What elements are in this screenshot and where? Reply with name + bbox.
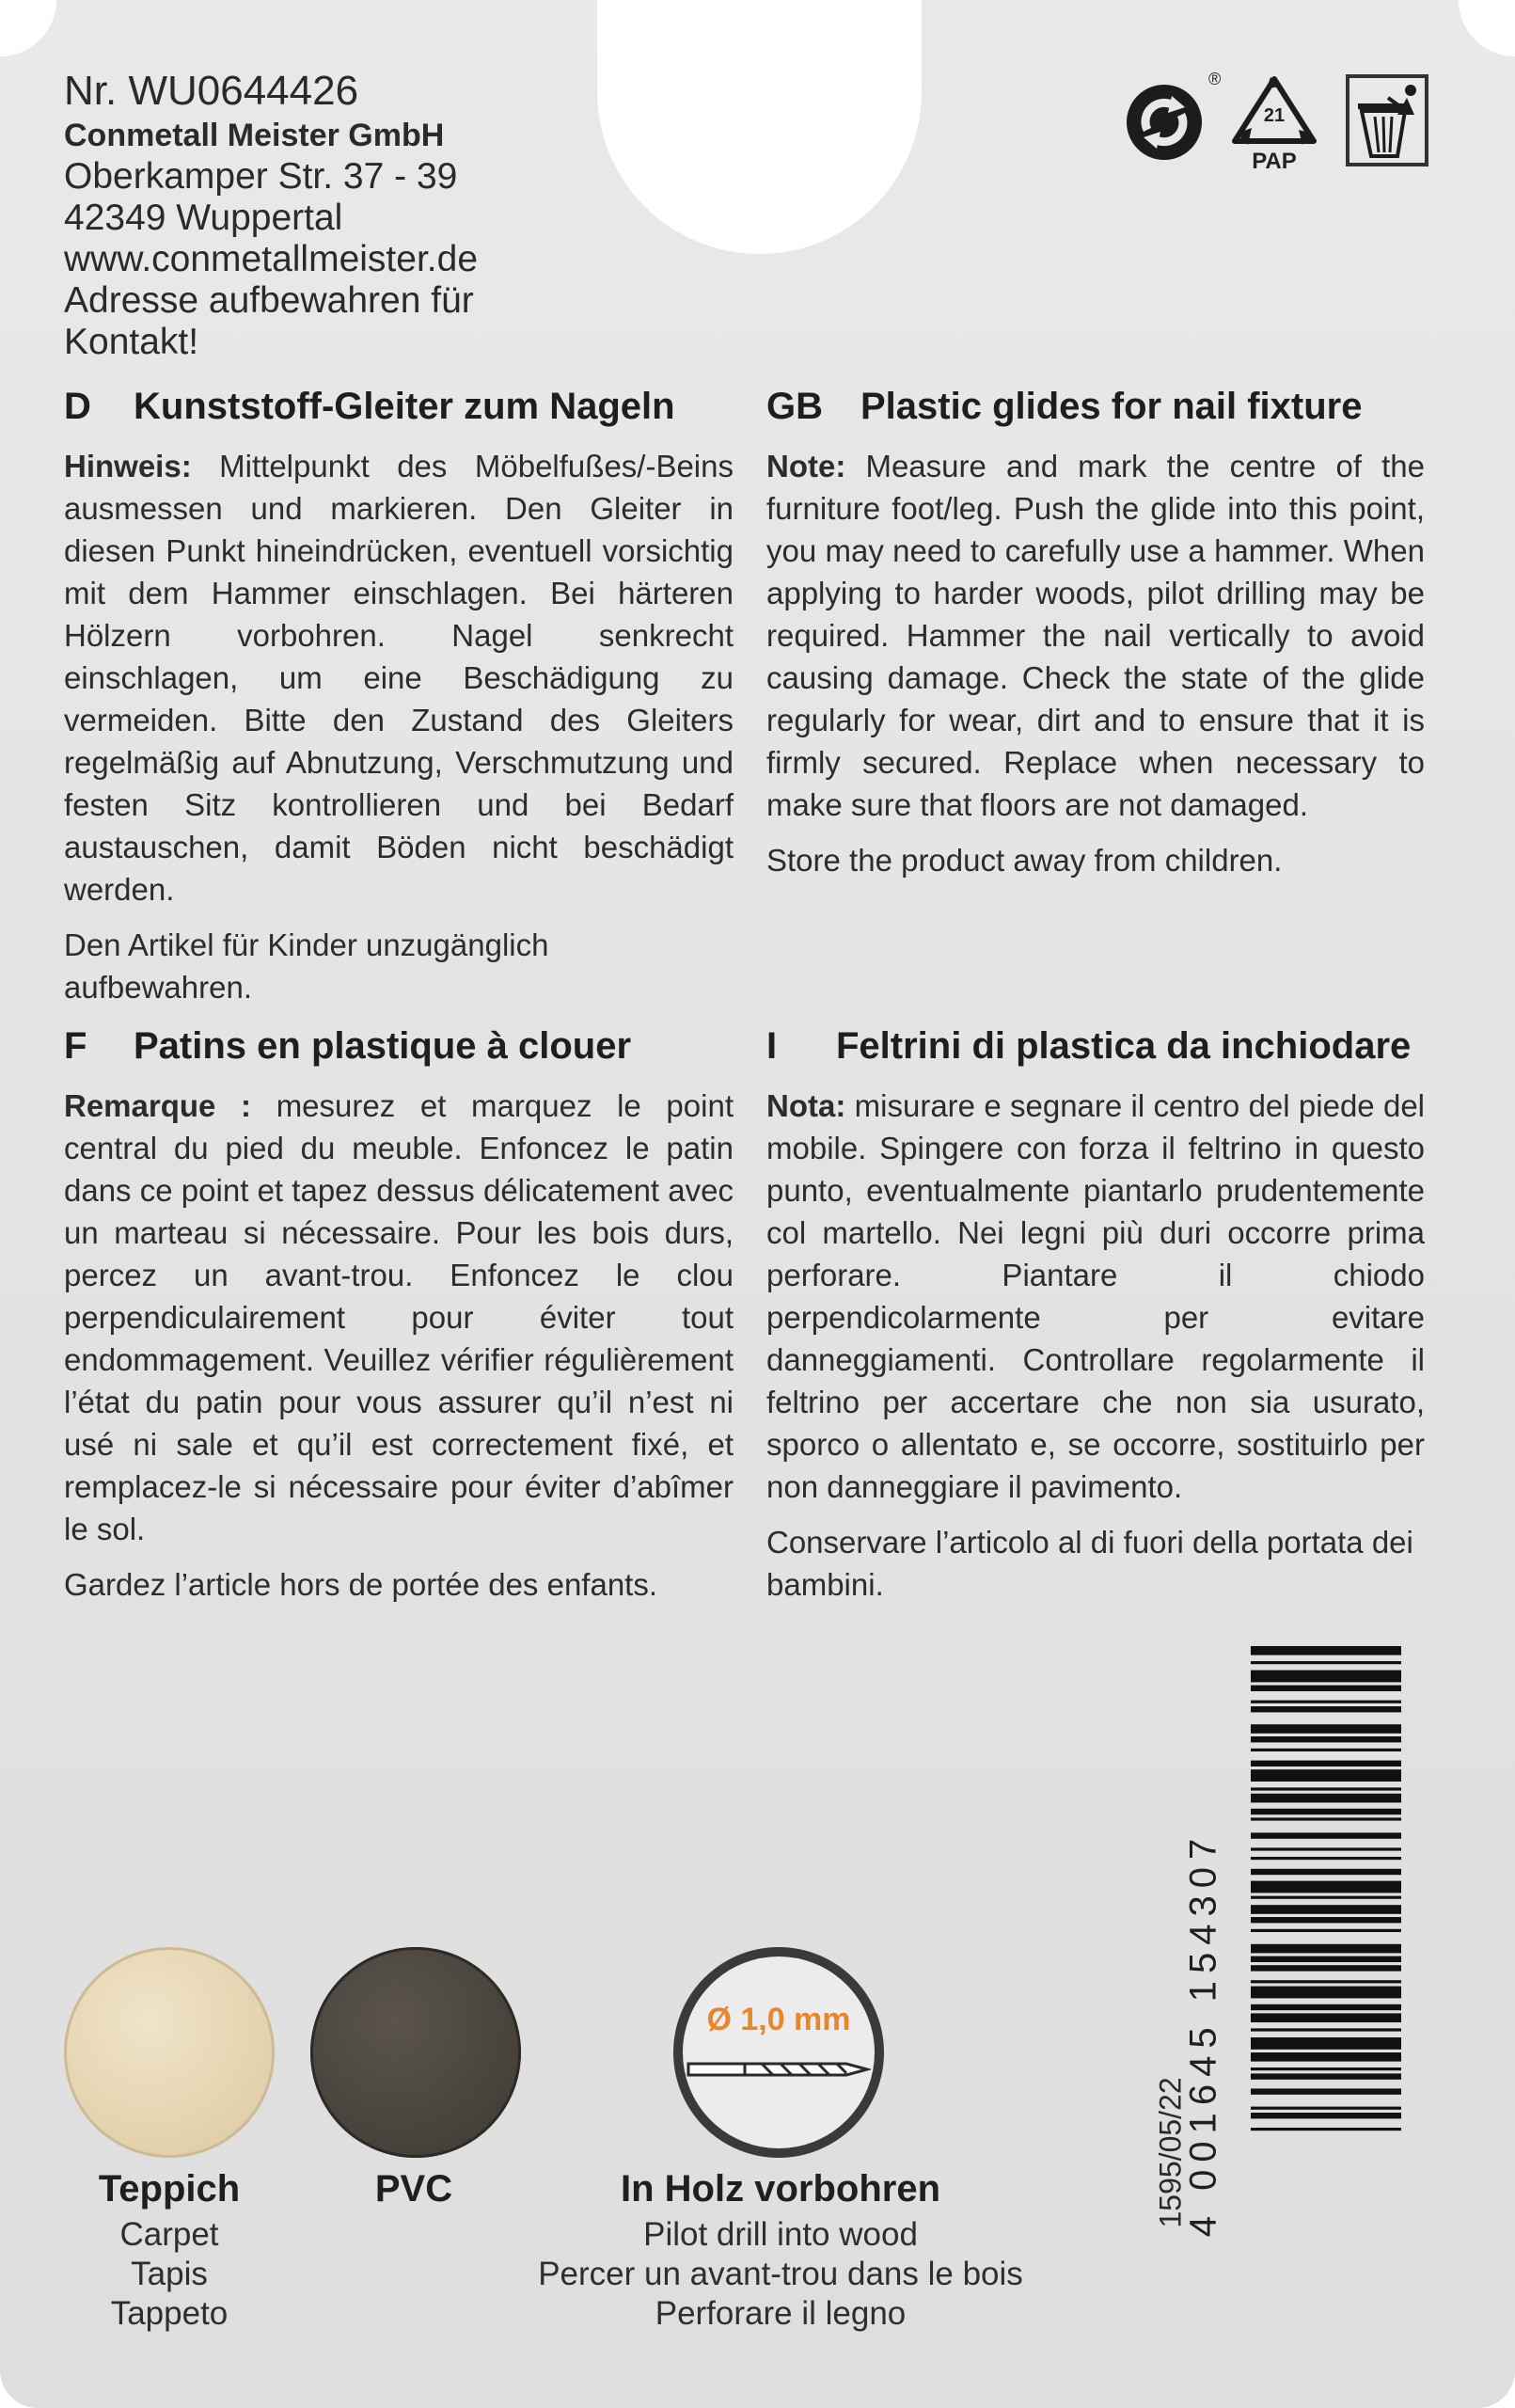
barcode-bar (1251, 1794, 1401, 1803)
barcode-bar (1251, 1869, 1401, 1875)
carpet-swatch (64, 1947, 275, 2158)
barcode-bar (1251, 2004, 1401, 2010)
section-de-body (64, 445, 734, 911)
section-fr-heading (64, 1025, 734, 1068)
barcode-bar (1251, 1944, 1401, 1954)
date-code: 1595/05/22 (1153, 2077, 1188, 2228)
carpet-en: Carpet (119, 2216, 219, 2253)
barcode-bar (1251, 1661, 1401, 1664)
city: 42349 Wuppertal (64, 198, 343, 238)
barcode-bar (1251, 1956, 1401, 1962)
barcode-bar (1251, 2037, 1401, 2050)
keep-address-note-2: Kontakt! (64, 322, 199, 362)
recycle-triangle-icon (1227, 73, 1321, 177)
barcode-bar (1251, 1987, 1401, 1999)
section-it-heading (766, 1025, 1425, 1068)
barcode-bar (1251, 1809, 1401, 1814)
barcode-bar (1251, 1646, 1401, 1656)
barcode-bar (1251, 1847, 1401, 1850)
section-it-text: misurare e segnare il centro del piede del mobile. Spingere con forza il feltrino in questo punto, eventualmente piantarlo prudentemente col martello. Nei legni più duri occorre prima perforare. Piantare il chiodo perpendicolarmente per evitare danneggiamenti. Controllare regolarmente il feltrino per accertare che non sia usurato, sporco o allentato e, se occorre, sostituirlo per non danneggiare il pavimento. (766, 1088, 1426, 1504)
barcode-bar (1251, 2013, 1401, 2022)
address-block (64, 68, 478, 363)
section-fr-label: Remarque : (64, 1088, 252, 1123)
card-corner-left (0, 0, 56, 56)
section-gb-label: Note: (766, 449, 846, 483)
barcode-bar (1251, 1787, 1401, 1790)
barcode-bar (1251, 1896, 1401, 1899)
section-de-label: Hinweis: (64, 449, 192, 483)
barcode-bar (1251, 1769, 1401, 1782)
section-fr-note: Gardez l’article hors de portée des enfants. (64, 1567, 658, 1602)
section-fr (64, 1025, 734, 1606)
barcode-bar (1251, 1980, 1401, 1983)
street: Oberkamper Str. 37 - 39 (64, 156, 458, 197)
barcode-bar (1251, 1857, 1401, 1860)
trash-bin-icon (1345, 73, 1429, 167)
section-de-heading (64, 386, 734, 428)
section-gb-title: Plastic glides for nail fixture (860, 386, 1363, 427)
barcode (1194, 1637, 1411, 2389)
barcode-bar (1251, 1817, 1401, 1820)
barcode-bar (1251, 1881, 1401, 1893)
recycling-icons (1119, 70, 1439, 177)
pvc-swatch (310, 1947, 521, 2158)
barcode-bar (1251, 1832, 1401, 1838)
article-number: Nr. WU0644426 (64, 68, 359, 114)
barcode-bar (1251, 2088, 1401, 2094)
drill-title: In Holz vorbohren (621, 2168, 940, 2210)
section-it-code: I (766, 1025, 778, 1067)
keep-address-note-1: Adresse aufbewahren für (64, 280, 474, 321)
barcode-bar (1251, 2067, 1401, 2070)
barcode-bar (1251, 2113, 1401, 2118)
barcode-bar (1251, 2028, 1401, 2031)
drill-en: Pilot drill into wood (643, 2216, 918, 2253)
section-gb-text: Measure and mark the centre of the furniture foot/leg. Push the glide into this point, you may need to carefully use a hammer. When applying to harder woods, pilot drilling may be required. Hammer the nail vertically to avoid causing damage. Check the state of the glide regularly for wear, dirt and to ensure that it is firmly secured. Replace when necessary to make sure that floors are not damaged. (766, 449, 1426, 822)
hang-hole (597, 0, 922, 254)
barcode-bar (1251, 1701, 1401, 1703)
section-gb (766, 386, 1425, 881)
card-corner-right (1459, 0, 1515, 56)
section-de-code: D (64, 386, 91, 427)
barcode-bar (1251, 1749, 1401, 1751)
section-gb-code: GB (766, 386, 823, 427)
company-name: Conmetall Meister GmbH (64, 118, 445, 153)
barcode-bar (1251, 1761, 1401, 1766)
barcode-bar (1251, 2107, 1401, 2110)
carpet-title: Teppich (98, 2168, 241, 2210)
barcode-digits: 4 001645 154307 (1182, 1830, 1224, 2238)
carpet-fr: Tapis (131, 2256, 208, 2292)
drill-size: Ø 1,0 mm (706, 2002, 851, 2037)
barcode-bar (1251, 1965, 1401, 1971)
section-gb-heading (766, 386, 1425, 428)
pvc-title: PVC (374, 2168, 453, 2210)
section-it-body (766, 1085, 1425, 1508)
section-it-label: Nota: (766, 1088, 846, 1123)
registered-mark: ® (1208, 70, 1222, 88)
section-de-title: Kunststoff-Gleiter zum Nageln (134, 386, 675, 427)
barcode-bar (1251, 1671, 1401, 1683)
drill-fr: Percer un avant-trou dans le bois (538, 2256, 1023, 2292)
drill-badge (673, 1947, 884, 2158)
green-dot-recycle-icon (1119, 73, 1213, 167)
recycle-code: PAP (1252, 149, 1297, 174)
section-gb-body (766, 445, 1425, 826)
section-de-note: Den Artikel für Kinder unzugänglich aufbewahren. (64, 927, 549, 1005)
section-de-text: Mittelpunkt des Möbelfußes/-Beins ausmessen und markieren. Den Gleiter in diesen Punkt hineindrücken, eventuell vorsichtig mit dem Hammer einschlagen. Bei härteren Hölzern vorbohren. Nagel senkrecht einschlagen, um eine Beschädigung zu vermeiden. Bitte den Zustand des Gleiters regelmäßig auf Abnutzung, Verschmutzung und festen Sitz kontrollieren und bei Bedarf austauschen, damit Böden nicht beschädigt werden. (64, 449, 734, 907)
section-fr-code: F (64, 1025, 87, 1067)
drill-it: Perforare il legno (655, 2295, 907, 2332)
barcode-bar (1251, 1917, 1401, 1923)
barcode-area (1153, 1637, 1411, 2389)
barcode-bar (1251, 1905, 1401, 1914)
barcode-bar (1251, 1929, 1401, 1932)
recycle-number: 21 (1263, 105, 1286, 126)
barcode-bar (1251, 1724, 1401, 1734)
section-fr-body (64, 1085, 734, 1550)
carpet-it: Tappeto (110, 2295, 229, 2332)
drill-bit-icon (686, 2051, 871, 2088)
barcode-bar (1251, 1736, 1401, 1742)
website: www.conmetallmeister.de (64, 239, 479, 279)
barcode-bar (1251, 2052, 1401, 2062)
section-de (64, 386, 734, 1008)
barcode-bar (1251, 2073, 1401, 2079)
section-it-note: Conservare l’articolo al di fuori della portata dei bambini. (766, 1525, 1413, 1602)
section-fr-title: Patins en plastique à clouer (134, 1025, 632, 1067)
barcode-bar (1251, 1686, 1401, 1691)
section-it (766, 1025, 1425, 1606)
section-it-title: Feltrini di plastica da inchiodare (836, 1025, 1412, 1067)
barcode-bar (1251, 2128, 1401, 2131)
section-gb-note: Store the product away from children. (766, 843, 1283, 878)
barcode-bar (1251, 1706, 1401, 1712)
section-fr-text: mesurez et marquez le point central du pied du meuble. Enfoncez le patin dans ce point et tapez dessus délicatement avec un marteau si nécessaire. Pour les bois durs, percez un avant-trou. Enfoncez le clou perpendiculairement pour éviter tout endommagement. Veuillez vérifier régulièrement l’état du patin pour vous assurer qu’il n’est ni usé ni sale et qu’il est correctement fixé, et remplacez-le si nécessaire pour éviter d’abîmer le sol. (64, 1088, 734, 1546)
